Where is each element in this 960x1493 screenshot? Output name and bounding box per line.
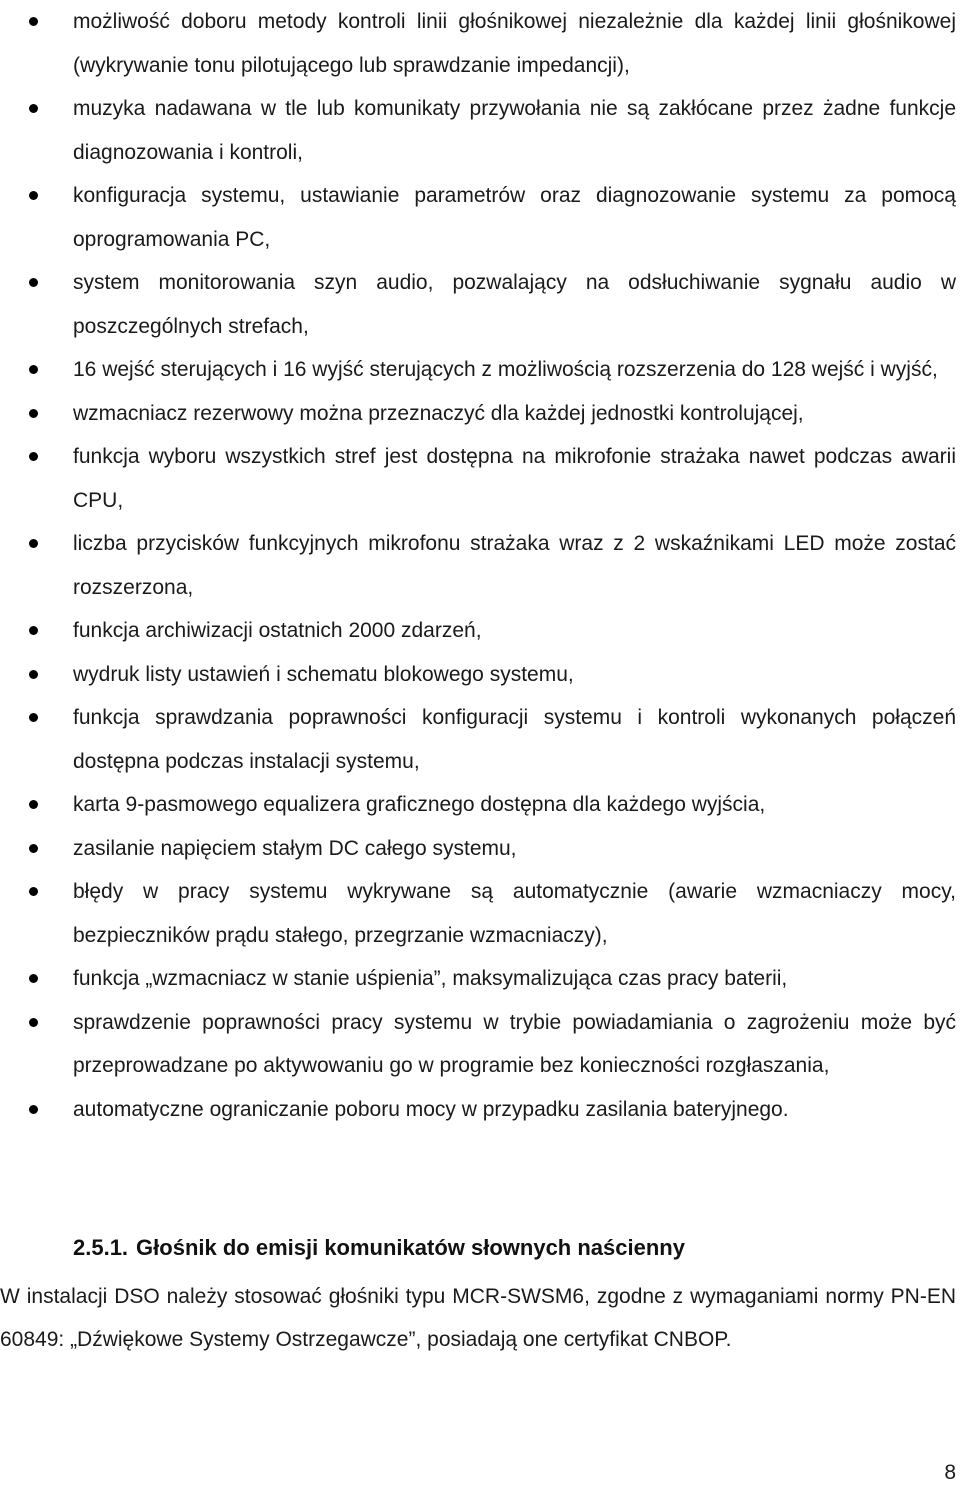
bullet-dot-icon	[29, 713, 38, 722]
bullet-dot-icon	[29, 670, 38, 679]
list-item	[0, 522, 960, 609]
bullet-dot-icon	[29, 800, 38, 809]
bullet-dot-icon	[29, 365, 38, 374]
list-item	[0, 783, 960, 827]
list-item-text: wydruk listy ustawień i schematu blokowego systemu,	[73, 662, 574, 686]
list-item	[0, 435, 960, 522]
bullet-dot-icon	[29, 409, 38, 418]
list-item	[0, 870, 960, 957]
section-heading	[73, 1226, 685, 1269]
list-item	[0, 827, 960, 871]
page-number: 8	[944, 1461, 956, 1484]
list-item	[0, 87, 960, 174]
bullet-dot-icon	[29, 1018, 38, 1027]
bullet-dot-icon	[29, 974, 38, 983]
bullet-dot-icon	[29, 626, 38, 635]
bullet-dot-icon	[29, 17, 38, 26]
list-item-text: karta 9-pasmowego equalizera graficznego dostępna dla każdego wyjścia,	[73, 793, 766, 816]
bullet-dot-icon	[29, 104, 38, 113]
section-title: Głośnik do emisji komunikatów słownych naścienny	[136, 1235, 685, 1260]
list-item	[0, 261, 960, 348]
list-item-text: konfiguracja systemu, ustawianie parametrów oraz diagnozowanie systemu za pomocą oprogramowania PC,	[73, 184, 956, 251]
bullet-dot-icon	[29, 452, 38, 461]
list-item-text: zasilanie napięciem stałym DC całego systemu,	[73, 836, 517, 860]
list-item-text: funkcja „wzmacniacz w stanie uśpienia”, maksymalizująca czas pracy baterii,	[73, 967, 788, 990]
list-item	[0, 696, 960, 783]
section-number: 2.5.1.	[73, 1235, 129, 1260]
list-item	[0, 348, 960, 392]
list-item-text: automatyczne ograniczanie poboru mocy w przypadku zasilania bateryjnego.	[73, 1097, 789, 1121]
list-item	[0, 957, 960, 1001]
list-item-text: sprawdzenie poprawności pracy systemu w trybie powiadamiania o zagrożeniu może być przeprowadzane po aktywowaniu go w programie bez konieczności rozgłaszania,	[73, 1010, 956, 1077]
bullet-dot-icon	[29, 191, 38, 200]
list-item-text: funkcja wyboru wszystkich stref jest dostępna na mikrofonie strażaka nawet podczas awarii CPU,	[73, 445, 956, 512]
list-item-text: błędy w pracy systemu wykrywane są automatycznie (awarie wzmacniaczy mocy, bezpieczników prądu stałego, przegrzanie wzmacniaczy),	[73, 880, 956, 947]
bullet-dot-icon	[29, 844, 38, 853]
list-item	[0, 653, 960, 697]
list-item-text: możliwość doboru metody kontroli linii głośnikowej niezależnie dla każdej linii głośnikowej (wykrywanie tonu pilotującego lub sprawdzanie impedancji),	[73, 10, 956, 77]
list-item	[0, 1001, 960, 1088]
bullet-dot-icon	[29, 539, 38, 548]
list-item	[0, 1088, 960, 1132]
bullet-dot-icon	[29, 278, 38, 287]
bullet-dot-icon	[29, 1105, 38, 1114]
body-paragraph: W instalacji DSO należy stosować głośniki typu MCR-SWSM6, zgodne z wymaganiami normy PN-EN 60849: „Dźwiękowe Systemy Ostrzegawcze”, posiadają one certyfikat CNBOP.	[0, 1285, 956, 1351]
bullet-dot-icon	[29, 887, 38, 896]
list-item-text: 16 wejść sterujących i 16 wyjść sterujących z możliwością rozszerzenia do 128 wejść i wyjść,	[73, 358, 938, 381]
list-item	[0, 0, 960, 87]
list-item	[0, 609, 960, 653]
list-item-text: liczba przycisków funkcyjnych mikrofonu strażaka wraz z 2 wskaźnikami LED może zostać rozszerzona,	[73, 532, 956, 599]
list-item-text: wzmacniacz rezerwowy można przeznaczyć dla każdej jednostki kontrolującej,	[73, 401, 804, 425]
list-item-text: muzyka nadawana w tle lub komunikaty przywołania nie są zakłócane przez żadne funkcje diagnozowania i kontroli,	[73, 97, 956, 164]
list-item	[0, 392, 960, 436]
list-item-text: funkcja archiwizacji ostatnich 2000 zdarzeń,	[73, 619, 482, 642]
list-item-text: funkcja sprawdzania poprawności konfiguracji systemu i kontroli wykonanych połączeń dostępna podczas instalacji systemu,	[73, 706, 956, 773]
list-item	[0, 174, 960, 261]
list-item-text: system monitorowania szyn audio, pozwalający na odsłuchiwanie sygnału audio w poszczególnych strefach,	[73, 271, 956, 338]
